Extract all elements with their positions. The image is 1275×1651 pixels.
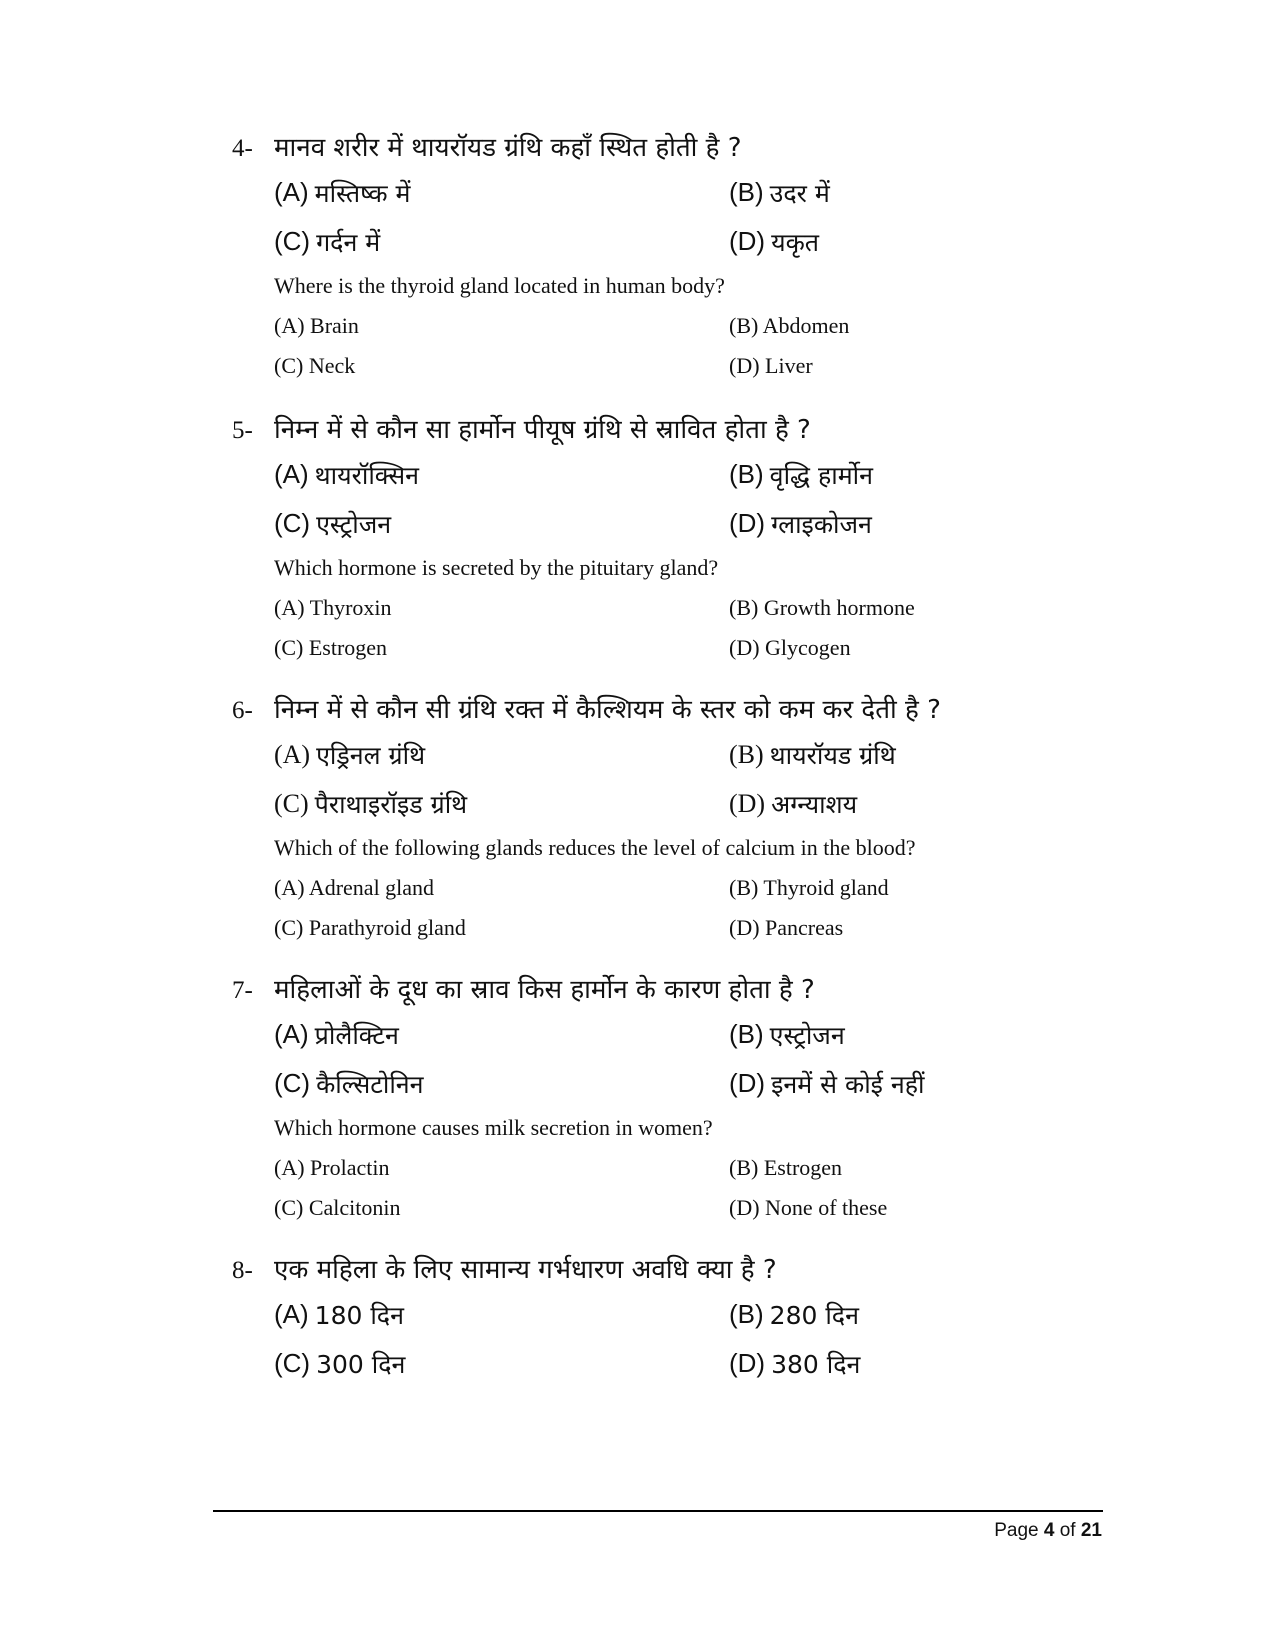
question-number: 5- (232, 417, 253, 444)
option-label: (C) (274, 226, 311, 256)
question-text-hindi: मानव शरीर में थायरॉयड ग्रंथि कहाँ स्थित होती है ? (274, 133, 742, 163)
question-text-hindi: एक महिला के लिए सामान्य गर्भधारण अवधि क्या है ? (274, 1255, 777, 1285)
option-d-hindi (729, 779, 1069, 828)
option-a-english: (A) Brain (274, 313, 359, 338)
option-text: मस्तिष्क में (314, 178, 411, 208)
option-b-english: (B) Growth hormone (729, 595, 915, 620)
page-prefix: Page (994, 1520, 1039, 1541)
question-text-english: Which hormone is secreted by the pituitary gland? (274, 555, 719, 580)
page-current: 4 (1043, 1520, 1055, 1541)
option-d-hindi (729, 217, 1069, 266)
option-a-hindi (274, 168, 729, 217)
option-text: वृद्धि हार्मोन (769, 460, 874, 490)
question-number: 8- (232, 1257, 253, 1284)
option-d-hindi (729, 499, 1069, 548)
question-text-english: Which hormone causes milk secretion in women? (274, 1115, 713, 1140)
option-c-english: (C) Estrogen (274, 635, 388, 660)
option-a-english: (A) Adrenal gland (274, 875, 435, 900)
page-separator: of (1059, 1520, 1076, 1541)
option-label: (D) (729, 226, 766, 256)
option-c-hindi (274, 1339, 729, 1388)
option-b-hindi (729, 730, 1069, 779)
option-c-hindi (274, 779, 729, 828)
option-b-english: (B) Abdomen (729, 313, 850, 338)
option-label: (D) (729, 788, 766, 818)
option-b-hindi (729, 1290, 1069, 1339)
option-label: (D) (729, 1068, 766, 1098)
option-label: (C) (274, 1068, 311, 1098)
option-label: (A) (274, 459, 309, 489)
question-text-english: Where is the thyroid gland located in human body? (274, 273, 725, 298)
option-label: (B) (729, 459, 764, 489)
option-text: यकृत (771, 227, 820, 257)
option-c-hindi (274, 499, 729, 548)
option-label: (A) (274, 1019, 309, 1049)
question-number: 4- (232, 135, 253, 162)
option-b-english: (B) Thyroid gland (729, 875, 889, 900)
question-number: 6- (232, 697, 253, 724)
option-label: (B) (729, 1019, 764, 1049)
option-text: इनमें से कोई नहीं (771, 1069, 925, 1099)
option-d-english: (D) Liver (729, 353, 813, 378)
option-label: (B) (729, 177, 764, 207)
option-label: (D) (729, 508, 766, 538)
page-number (994, 1520, 1102, 1542)
option-a-hindi (274, 1290, 729, 1339)
footer-divider (213, 1510, 1103, 1512)
option-label: (C) (274, 1348, 311, 1378)
option-label: (C) (274, 788, 309, 818)
option-text: 180 दिन (314, 1300, 404, 1330)
question-text-english: Which of the following glands reduces the level of calcium in the blood? (274, 835, 916, 860)
option-d-hindi (729, 1339, 1069, 1388)
option-text: थायरॉक्सिन (314, 460, 420, 490)
option-a-hindi (274, 450, 729, 499)
option-label: (B) (729, 739, 764, 769)
question-4 (232, 128, 1032, 386)
option-d-english: (D) None of these (729, 1195, 888, 1220)
option-a-hindi (274, 1010, 729, 1059)
option-a-hindi (274, 730, 729, 779)
question-7 (232, 970, 1032, 1228)
option-d-english: (D) Glycogen (729, 635, 851, 660)
option-text: कैल्सिटोनिन (316, 1069, 424, 1099)
option-label: (C) (274, 508, 311, 538)
option-text: एड्रिनल ग्रंथि (316, 740, 426, 770)
option-label: (B) (729, 1299, 764, 1329)
option-b-hindi (729, 450, 1069, 499)
option-d-english: (D) Pancreas (729, 915, 844, 940)
option-text: पैराथाइरॉइड ग्रंथि (314, 789, 468, 819)
question-number: 7- (232, 977, 253, 1004)
option-text: अग्न्याशय (771, 789, 858, 819)
option-b-hindi (729, 1010, 1069, 1059)
option-text: प्रोलैक्टिन (314, 1020, 399, 1050)
option-text: एस्ट्रोजन (769, 1020, 845, 1050)
question-6 (232, 690, 1032, 948)
option-text: 280 दिन (769, 1300, 859, 1330)
option-label: (D) (729, 1348, 766, 1378)
option-c-hindi (274, 1059, 729, 1108)
option-a-english: (A) Thyroxin (274, 595, 392, 620)
question-text-hindi: महिलाओं के दूध का स्राव किस हार्मोन के कारण होता है ? (274, 975, 815, 1005)
option-label: (A) (274, 739, 311, 769)
option-d-hindi (729, 1059, 1069, 1108)
option-c-hindi (274, 217, 729, 266)
question-text-hindi: निम्न में से कौन सा हार्मोन पीयूष ग्रंथि से स्रावित होता है ? (274, 415, 811, 445)
question-8 (232, 1250, 1032, 1388)
option-text: 300 दिन (316, 1349, 406, 1379)
option-label: (A) (274, 1299, 309, 1329)
option-b-english: (B) Estrogen (729, 1155, 843, 1180)
option-text: थायरॉयड ग्रंथि (769, 740, 896, 770)
option-c-english: (C) Parathyroid gland (274, 915, 466, 940)
option-text: 380 दिन (771, 1349, 861, 1379)
question-5 (232, 410, 1032, 668)
option-text: एस्ट्रोजन (316, 509, 392, 539)
option-b-hindi (729, 168, 1069, 217)
option-text: उदर में (769, 178, 830, 208)
option-text: गर्दन में (316, 227, 381, 257)
option-text: ग्लाइकोजन (771, 509, 872, 539)
page-total: 21 (1080, 1520, 1102, 1541)
option-c-english: (C) Neck (274, 353, 356, 378)
question-text-hindi: निम्न में से कौन सी ग्रंथि रक्त में कैल्शियम के स्तर को कम कर देती है ? (274, 695, 941, 725)
option-c-english: (C) Calcitonin (274, 1195, 401, 1220)
option-a-english: (A) Prolactin (274, 1155, 390, 1180)
option-label: (A) (274, 177, 309, 207)
